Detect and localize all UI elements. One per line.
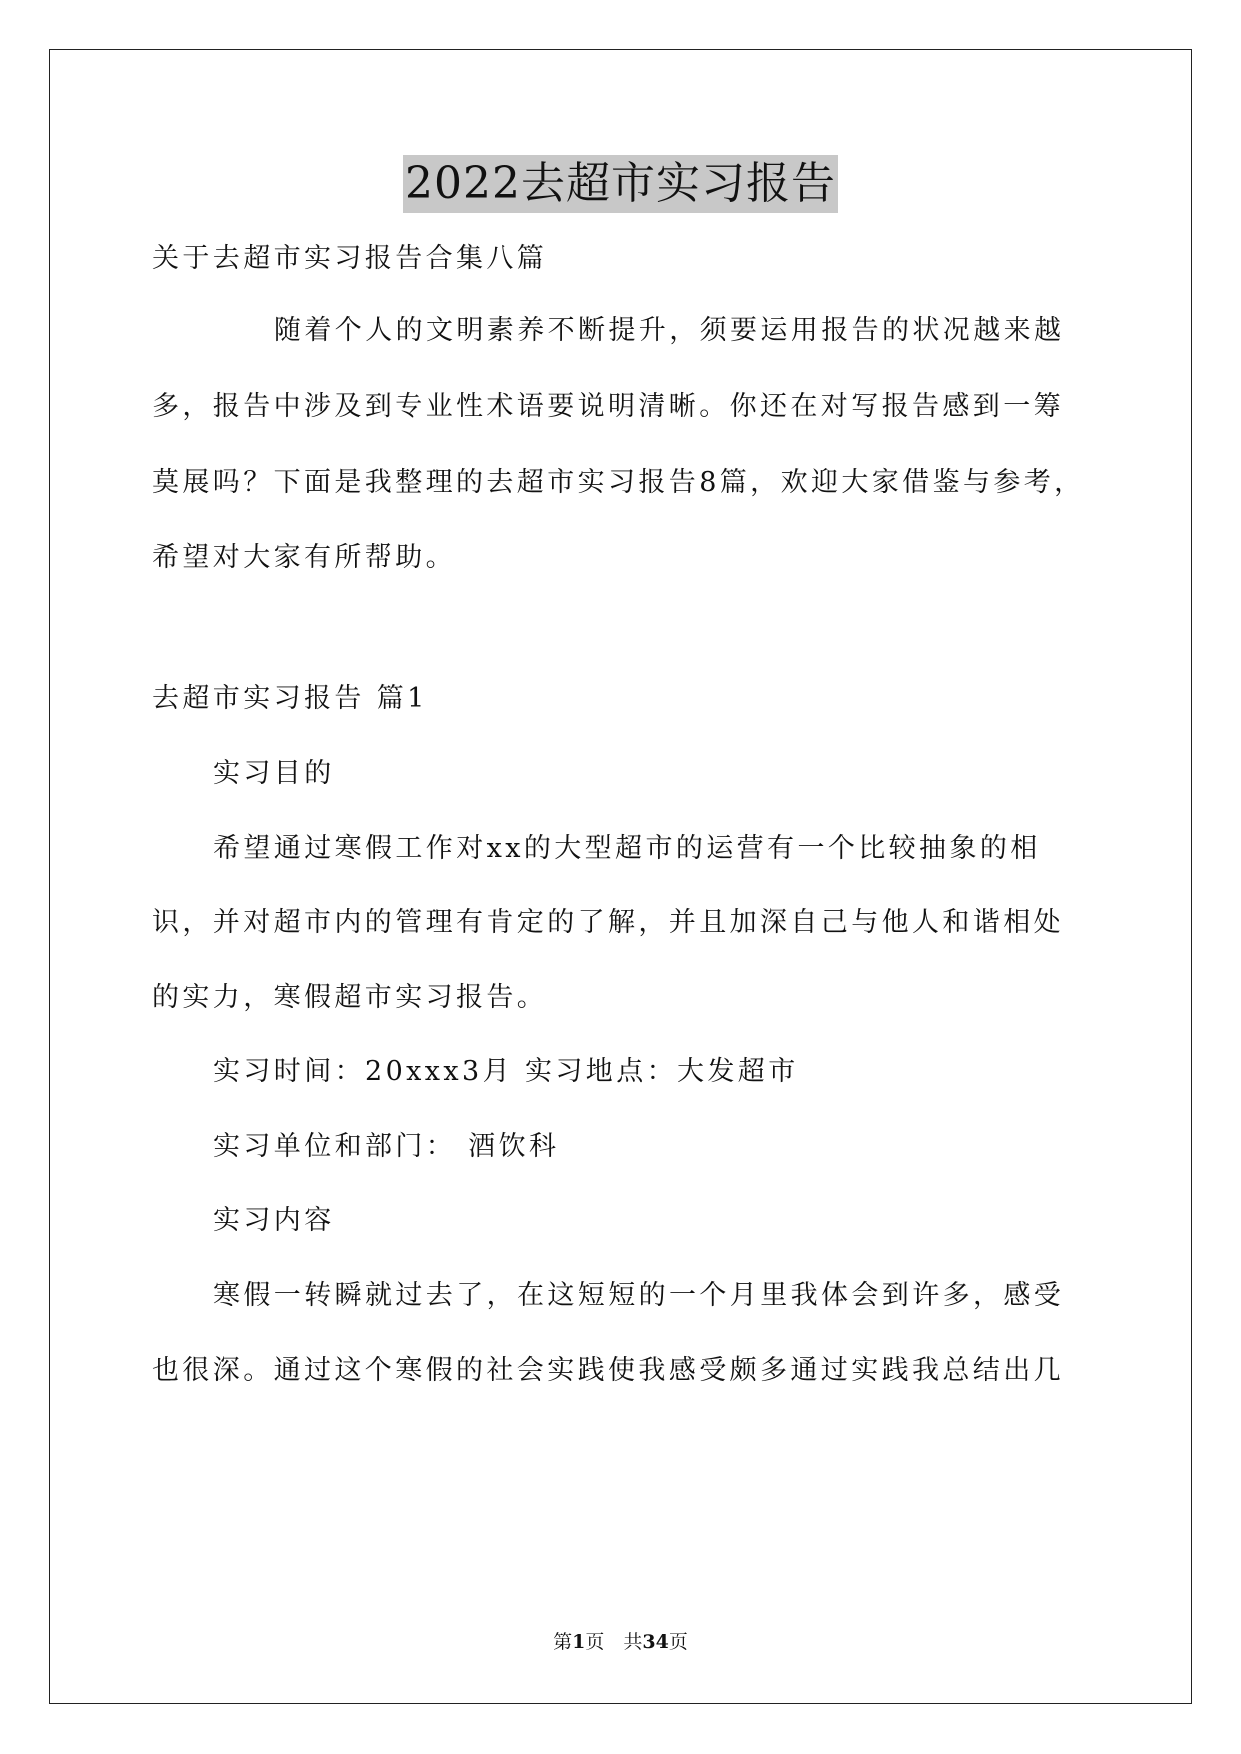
footer-page-number: 1 xyxy=(572,1631,586,1653)
body-line: 的实力，寒假超市实习报告。 xyxy=(152,982,548,1013)
section-heading: 去超市实习报告 篇1 xyxy=(152,683,428,714)
body-line: 多，报告中涉及到专业性术语要说明清晰。你还在对写报告感到一筹 xyxy=(152,391,1064,422)
body-line: 实习目的 xyxy=(213,758,335,789)
body-line: 也很深。通过这个寒假的社会实践使我感受颇多通过实践我总结出几 xyxy=(152,1355,1064,1386)
body-line: 实习单位和部门： 酒饮科 xyxy=(213,1131,560,1162)
footer-total-pages: 34 xyxy=(642,1631,669,1653)
body-line: 希望对大家有所帮助。 xyxy=(152,542,456,573)
body-line: 随着个人的文明素养不断提升，须要运用报告的状况越来越 xyxy=(274,315,1065,346)
footer-prefix: 第 xyxy=(553,1631,573,1653)
body-line: 希望通过寒假工作对xx的大型超市的运营有一个比较抽象的相 xyxy=(213,833,1041,864)
document-title: 2022去超市实习报告 xyxy=(403,155,838,213)
body-line: 识，并对超市内的管理有肯定的了解，并且加深自己与他人和谐相处 xyxy=(152,907,1064,938)
body-line: 实习时间：20xxx3月 实习地点：大发超市 xyxy=(213,1056,799,1087)
subtitle-line: 关于去超市实习报告合集八篇 xyxy=(152,243,548,274)
footer-suffix: 页 xyxy=(668,1631,688,1653)
title-container xyxy=(0,155,1241,213)
footer-middle: 页 共 xyxy=(585,1631,643,1653)
page-footer xyxy=(0,1630,1241,1654)
body-line: 寒假一转瞬就过去了，在这短短的一个月里我体会到许多，感受 xyxy=(213,1280,1065,1311)
page-border xyxy=(49,49,1192,1704)
body-line: 实习内容 xyxy=(213,1205,335,1236)
body-line: 莫展吗？下面是我整理的去超市实习报告8篇，欢迎大家借鉴与参考， xyxy=(152,467,1085,498)
